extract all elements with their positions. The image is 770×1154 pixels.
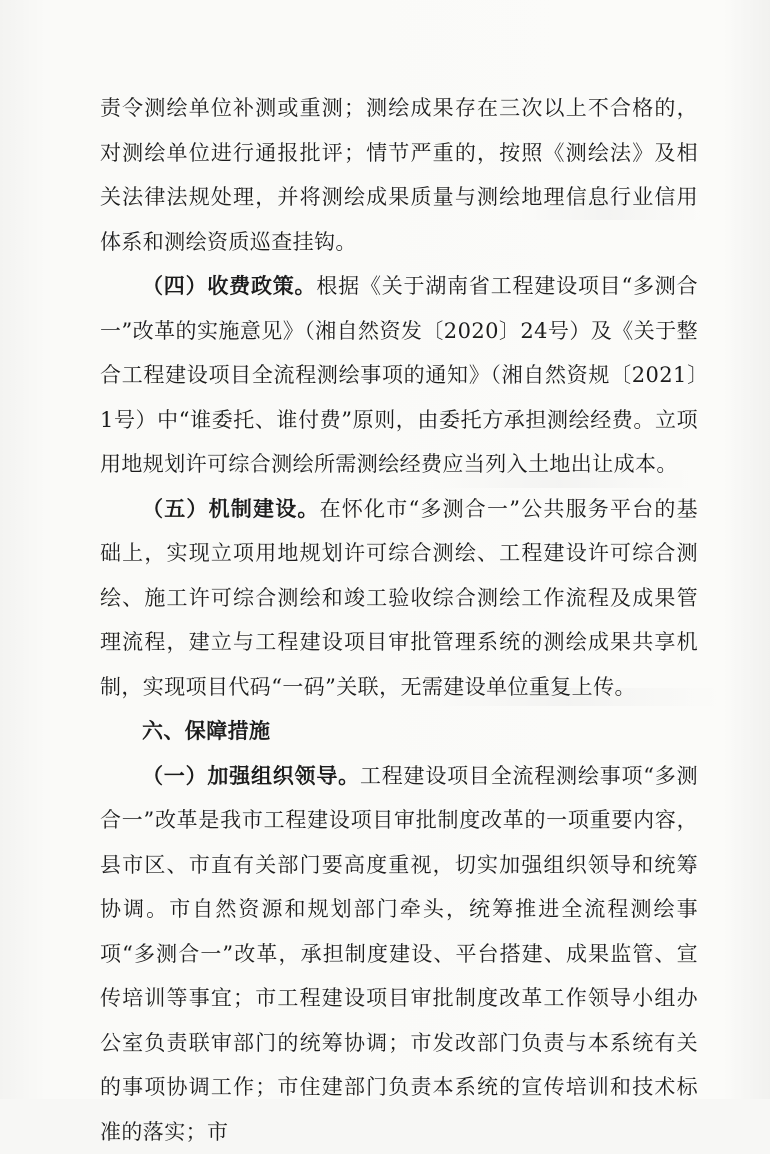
paragraph-lead: （五）机制建设。 xyxy=(142,496,320,521)
paragraph-text: 根据《关于湖南省工程建设项目“多测合一”改革的实施意见》（湘自然资发〔2020〕24号）及《关于整合工程建设项目全流程测绘事项的通知》（湘自然资规〔2021〕1号）中“谁委托、谁付费”原则，由委托方承担测绘经费。立项用地规划许可综合测绘所需测绘经费应当列入土地出让成本。 xyxy=(100,274,698,476)
paragraph-text: 在怀化市“多测合一”公共服务平台的基础上，实现立项用地规划许可综合测绘、工程建设许可综合测绘、施工许可综合测绘和竣工验收综合测绘工作流程及成果管理流程，建立与工程建设项目审批管理系统的测绘成果共享机制，实现项目代码“一码”关联，无需建设单位重复上传。 xyxy=(100,497,698,699)
paragraph-text: 责令测绘单位补测或重测；测绘成果存在三次以上不合格的，对测绘单位进行通报批评；情节严重的，按照《测绘法》及相关法律法规处理，并将测绘成果质量与测绘地理信息行业信用体系和测绘资质巡查挂钩。 xyxy=(100,96,698,254)
document-body xyxy=(100,86,698,1154)
section-heading: 六、保障措施 xyxy=(100,709,698,754)
paragraph-continuation xyxy=(100,86,698,264)
paragraph-lead: （一）加强组织领导。 xyxy=(142,763,360,788)
paragraph-lead: （四）收费政策。 xyxy=(142,273,316,298)
paragraph-fee-policy xyxy=(100,264,698,487)
paragraph-mechanism xyxy=(100,487,698,710)
paragraph-text: 工程建设项目全流程测绘事项“多测合一”改革是我市工程建设项目审批制度改革的一项重要内容，县市区、市直有关部门要高度重视，切实加强组织领导和统筹协调。市自然资源和规划部门牵头，统筹推进全流程测绘事项“多测合一”改革，承担制度建设、平台搭建、成果监管、宣传培训等事宜；市工程建设项目审批制度改革工作领导小组办公室负责联审部门的统筹协调；市发改部门负责与本系统有关的事项协调工作；市住建部门负责本系统的宣传培训和技术标准的落实；市 xyxy=(100,764,698,1144)
paragraph-organization xyxy=(100,754,698,1154)
